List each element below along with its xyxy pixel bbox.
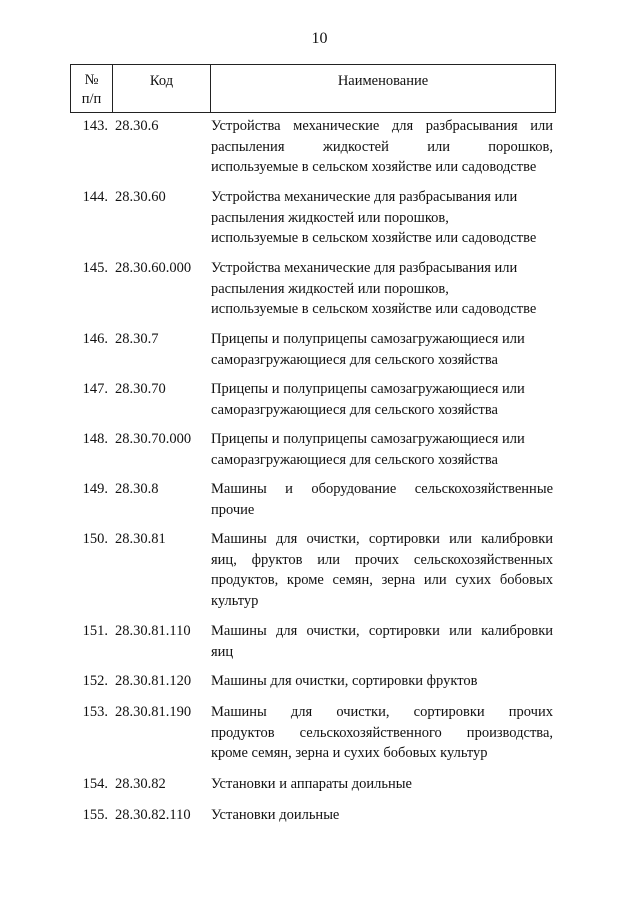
row-code: 28.30.6 bbox=[115, 118, 159, 134]
row-name-line: Прицепы и полуприцепы самозагружающиеся или bbox=[211, 331, 525, 347]
table-header bbox=[70, 64, 556, 113]
row-name-line: распыления жидкостей или порошков, bbox=[211, 209, 449, 226]
row-code: 28.30.81.190 bbox=[115, 704, 192, 720]
row-number: 147. bbox=[82, 381, 108, 397]
row-name bbox=[211, 702, 553, 764]
row-name-line: яиц bbox=[211, 643, 234, 660]
row-name-line: Машины для очистки, сортировки фруктов bbox=[211, 673, 478, 689]
row-name-line: используемые в сельском хозяйстве или садоводстве bbox=[211, 159, 537, 175]
row-name-line: Установки и аппараты доильные bbox=[211, 776, 412, 792]
row-name bbox=[211, 621, 553, 662]
row-number: 155. bbox=[82, 807, 108, 823]
row-number: 153. bbox=[82, 704, 108, 720]
row-name-line: распыления жидкостей или порошков, bbox=[211, 138, 553, 155]
row-number: 146. bbox=[82, 331, 108, 347]
row-name-line: Прицепы и полуприцепы самозагружающиеся или bbox=[211, 431, 525, 447]
row-name-line: Устройства механические для разбрасывания или bbox=[211, 189, 518, 205]
row-name bbox=[211, 774, 553, 795]
row-code: 28.30.70 bbox=[115, 381, 166, 397]
row-number: 152. bbox=[82, 673, 108, 689]
row-name bbox=[211, 671, 553, 692]
row-code: 28.30.7 bbox=[115, 331, 159, 347]
row-name-line: Машины для очистки, сортировки прочих bbox=[211, 704, 553, 720]
row-name-line: распыления жидкостей или порошков, bbox=[211, 280, 449, 297]
row-number: 149. bbox=[82, 481, 108, 497]
row-number: 150. bbox=[82, 531, 108, 547]
row-name bbox=[211, 258, 553, 320]
row-name-line: Машины для очистки, сортировки или калибровки bbox=[211, 531, 553, 547]
row-name-line: Машины и оборудование сельскохозяйственные bbox=[211, 481, 553, 497]
row-name-line: используемые в сельском хозяйстве или садоводстве bbox=[211, 230, 537, 246]
row-name-line: яиц, фруктов или прочих сельскохозяйственных bbox=[211, 551, 553, 568]
row-name-line: саморазгружающиеся для сельского хозяйства bbox=[211, 351, 498, 368]
row-name-line: продуктов, кроме семян, зерна или сухих бобовых bbox=[211, 572, 553, 588]
row-code: 28.30.82.110 bbox=[115, 807, 191, 823]
row-name-line: саморазгружающиеся для сельского хозяйства bbox=[211, 401, 498, 418]
row-name-line: кроме семян, зерна и сухих бобовых культур bbox=[211, 745, 488, 761]
row-name-line: Устройства механические для разбрасывания или bbox=[211, 260, 518, 276]
row-name-line: используемые в сельском хозяйстве или садоводстве bbox=[211, 301, 537, 317]
row-name-line: саморазгружающиеся для сельского хозяйства bbox=[211, 451, 498, 468]
row-name-line: Установки доильные bbox=[211, 807, 340, 823]
row-name bbox=[211, 329, 553, 370]
row-name bbox=[211, 805, 553, 826]
row-code: 28.30.60 bbox=[115, 189, 166, 205]
row-number: 143. bbox=[82, 118, 108, 134]
row-name bbox=[211, 116, 553, 178]
row-name bbox=[211, 187, 553, 249]
row-name-line: Устройства механические для разбрасывания или bbox=[211, 118, 553, 134]
header-number-abbr: п/п bbox=[81, 91, 102, 107]
header-code-column: Код bbox=[113, 65, 211, 112]
row-name bbox=[211, 479, 553, 520]
row-name-line: Прицепы и полуприцепы самозагружающиеся или bbox=[211, 381, 525, 397]
row-number: 148. bbox=[82, 431, 108, 447]
row-code: 28.30.82 bbox=[115, 776, 166, 792]
header-number-sign: № bbox=[84, 72, 99, 88]
header-number-column bbox=[71, 65, 113, 112]
row-code: 28.30.81.120 bbox=[115, 673, 192, 689]
row-number: 151. bbox=[82, 623, 108, 639]
row-name bbox=[211, 429, 553, 470]
row-code: 28.30.81 bbox=[115, 531, 166, 547]
row-name-line: Машины для очистки, сортировки или калибровки bbox=[211, 623, 553, 639]
row-code: 28.30.70.000 bbox=[115, 431, 192, 447]
row-code: 28.30.8 bbox=[115, 481, 159, 497]
row-name-line: культур bbox=[211, 592, 259, 609]
header-name-column: Наименование bbox=[337, 73, 429, 89]
row-number: 154. bbox=[82, 776, 108, 792]
row-number: 144. bbox=[82, 189, 108, 205]
row-code: 28.30.60.000 bbox=[115, 260, 192, 276]
row-code: 28.30.81.110 bbox=[115, 623, 191, 639]
row-name-line: продуктов сельскохозяйственного производства, bbox=[211, 724, 553, 741]
row-name bbox=[211, 379, 553, 420]
page-number: 10 bbox=[311, 30, 328, 47]
row-name bbox=[211, 529, 553, 611]
row-name-line: прочие bbox=[211, 501, 255, 518]
row-number: 145. bbox=[82, 260, 108, 276]
